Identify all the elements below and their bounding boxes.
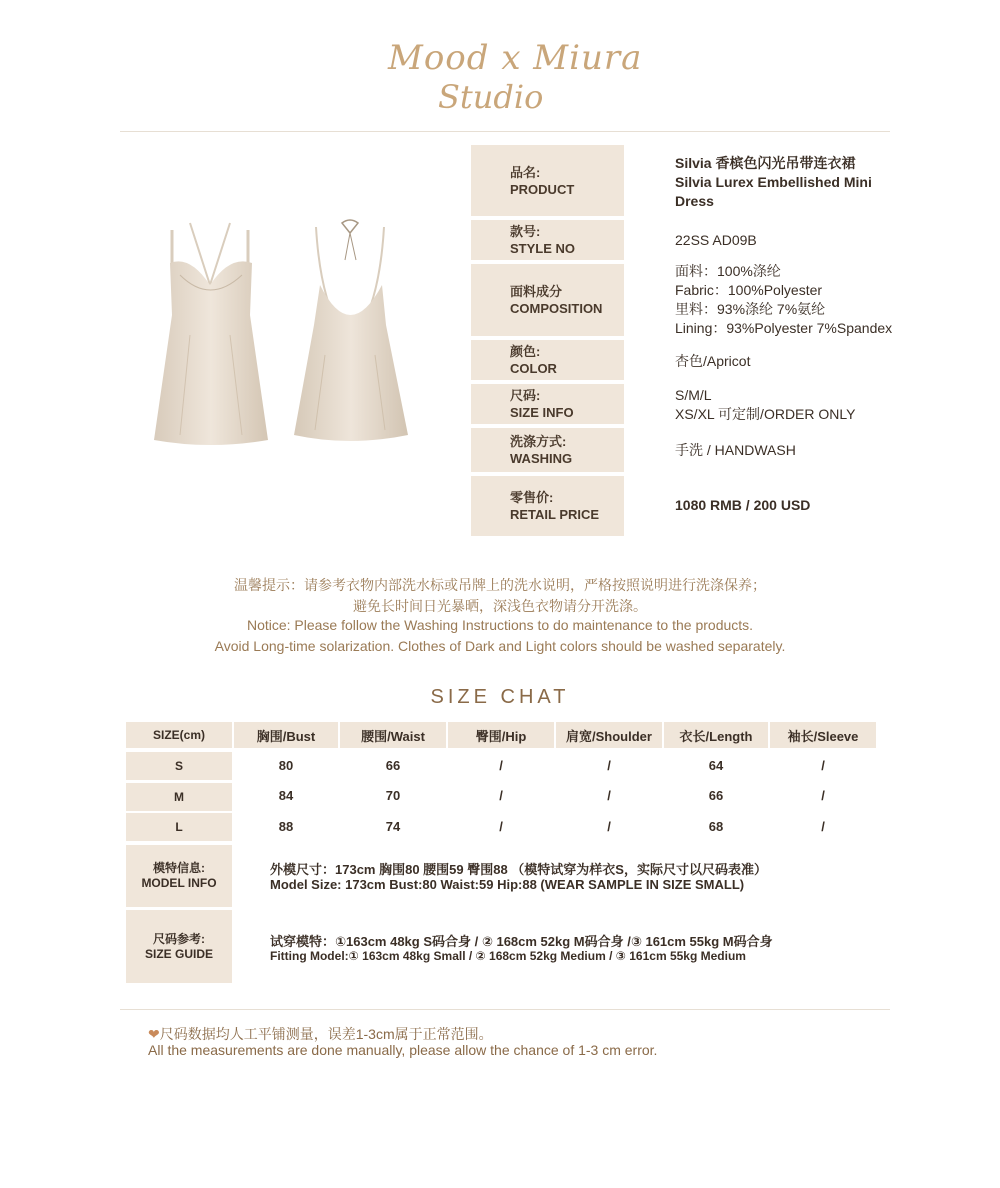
size-row-label-m: M [126,783,232,811]
size-cell: 70 [385,788,401,803]
size-cell: / [607,758,611,773]
size-cell: 84 [278,788,294,803]
label-product [471,145,624,216]
value-size-info-line: S/M/L [675,387,712,403]
size-cell: 66 [708,788,724,803]
size-header-size: SIZE(cm) [126,722,232,748]
value-composition-line: Lining：93%Polyester 7%Spandex [675,320,893,336]
label-style-no-en: STYLE NO [510,241,576,256]
label-style-no [471,220,624,260]
heart-icon: ❤ [148,1026,160,1042]
size-guide-line1: 试穿模特：①163cm 48kg S码合身 / ② 168cm 52kg M码合身 /③ 161cm 55kg M码合身 [270,934,773,949]
label-style-no-cn: 款号: [510,224,541,239]
model-info-label [126,845,232,907]
size-cell: 74 [385,819,401,834]
size-guide-label-en: SIZE GUIDE [144,946,213,961]
label-composition-cn: 面料成分 [510,284,563,299]
size-header-hip: 臀围/Hip [448,722,554,748]
brand-logo [380,38,643,118]
model-info-line2: Model Size: 173cm Bust:80 Waist:59 Hip:88 (WEAR SAMPLE IN SIZE SMALL) [270,877,745,892]
value-size-info [675,386,855,424]
value-size-info-line: XS/XL 可定制/ORDER ONLY [675,406,856,422]
value-washing-line: 手洗 / HANDWASH [675,442,796,458]
size-header-sleeve: 袖长/Sleeve [770,722,876,748]
size-cell: / [607,819,611,834]
footnote-cn [148,1024,493,1044]
size-cell: 64 [708,758,724,773]
model-info-line1: 外模尺寸：173cm 胸围80 腰围59 臀围88 （模特试穿为样衣S，实际尺寸以尺码表准） [270,862,767,877]
label-color-cn: 颜色: [510,344,541,359]
size-cell: / [499,758,503,773]
size-header-length: 衣长/Length [664,722,768,748]
value-style-no [675,231,757,250]
label-retail-price-en: RETAIL PRICE [510,507,600,522]
value-color [675,352,750,371]
size-cell: / [499,788,503,803]
model-info-label-en: MODEL INFO [141,876,217,890]
notice-en-line1: Notice: Please follow the Washing Instructions to do maintenance to the products. [246,617,754,633]
size-guide-label-cn: 尺码参考: [153,931,205,946]
size-cell: 80 [278,758,294,773]
size-guide-line2: Fitting Model:① 163cm 48kg Small / ② 168cm 52kg Medium / ③ 161cm 55kg Medium [270,949,746,963]
label-product-cn: 品名: [510,164,541,180]
value-composition [675,262,892,338]
size-row-label-s: S [126,752,232,780]
size-cell: / [607,788,611,803]
size-row-label-l: L [126,813,232,841]
value-retail-price-line: 1080 RMB / 200 USD [675,497,811,513]
value-product [675,154,872,211]
label-washing-cn: 洗涤方式: [510,434,567,449]
label-size-info-cn: 尺码: [510,388,541,403]
divider-bottom [120,1009,890,1010]
label-product-en: PRODUCT [510,181,575,197]
size-header-shoulder: 肩宽/Shoulder [556,722,662,748]
value-composition-line: 里料：93%涤纶 7%氨纶 [675,301,826,317]
size-cell: 88 [278,819,294,834]
dress-front-image [150,215,275,450]
label-retail-price [471,476,624,536]
value-product-line: Silvia 香槟色闪光吊带连衣裙 [675,155,856,171]
size-cell: / [821,819,825,834]
value-composition-line: Fabric：100%Polyester [675,282,823,298]
size-header-waist: 腰围/Waist [340,722,446,748]
value-washing [675,441,796,460]
label-washing-en: WASHING [510,451,573,466]
value-product-line: Silvia Lurex Embellished Mini [675,174,872,190]
size-cell: / [821,788,825,803]
size-header-bust: 胸围/Bust [234,722,338,748]
notice-cn-line1: 温馨提示：请参考衣物内部洗水标或吊牌上的洗水说明，严格按照说明进行洗涤保养； [234,577,766,593]
model-info-label-cn: 模特信息: [153,861,205,875]
label-size-info-en: SIZE INFO [510,405,574,420]
value-style-no-line: 22SS AD09B [675,232,757,248]
notice-cn-line2: 避免长时间日光暴晒，深浅色衣物请分开洗涤。 [353,598,647,614]
label-washing [471,428,624,472]
footnote-cn-text: 尺码数据均人工平铺测量，误差1-3cm属于正常范围。 [159,1026,493,1042]
dress-back-image [290,215,415,450]
size-chart-title: SIZE CHAT [430,686,570,708]
label-color-en: COLOR [510,361,557,376]
label-composition-en: COMPOSITION [510,301,603,316]
value-color-line: 杏色/Apricot [675,353,751,369]
label-composition [471,264,624,336]
label-size-info [471,384,624,424]
value-composition-line: 面料：100%涤纶 [675,263,781,279]
divider-top [120,131,890,132]
size-cell: / [499,819,503,834]
footnote-en: All the measurements are done manually, please allow the chance of 1-3 cm error. [148,1042,658,1058]
size-guide-label [126,910,232,983]
logo-text-line1: Mood x Miura [388,38,643,78]
label-color [471,340,624,380]
value-product-line: Dress [675,193,714,209]
label-retail-price-cn: 零售价: [510,490,554,505]
size-cell: / [821,758,825,773]
value-retail-price [675,496,810,515]
logo-text-line2: Studio [438,78,544,116]
notice-en-line2: Avoid Long-time solarization. Clothes of Dark and Light colors should be washed separately. [214,638,786,654]
size-cell: 68 [708,819,724,834]
size-cell: 66 [385,758,401,773]
